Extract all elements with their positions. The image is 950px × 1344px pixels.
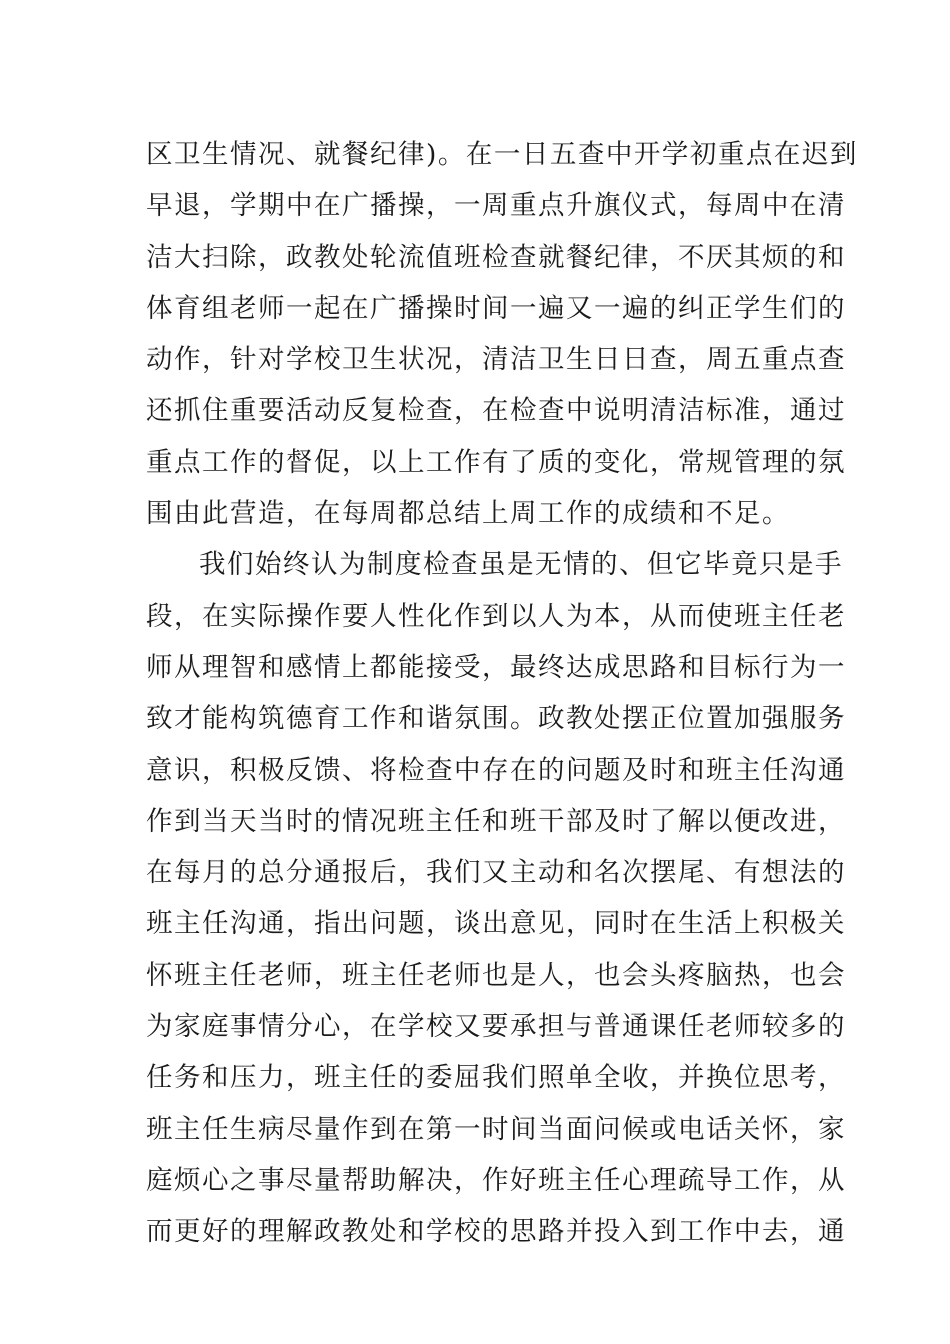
text-line: 重点工作的督促，以上工作有了质的变化，常规管理的氛: [146, 446, 846, 478]
text-line: 动作，针对学校卫生状况，清洁卫生日日查，周五重点查: [146, 344, 846, 376]
text-line: 区卫生情况、就餐纪律)。在一日五查中开学初重点在迟到: [146, 139, 858, 170]
paragraph-start-line: 我们始终认为制度检查虽是无情的、但它毕竟只是手: [199, 549, 843, 581]
text-line: 早退，学期中在广播操，一周重点升旗仪式，每周中在清: [146, 190, 846, 222]
text-line: 庭烦心之事尽量帮助解决，作好班主任心理疏导工作，从: [146, 1164, 846, 1196]
text-line: 洁大扫除，政教处轮流值班检查就餐纪律，不厌其烦的和: [146, 241, 846, 273]
text-line: 段，在实际操作要人性化作到以人为本，从而使班主任老: [146, 600, 846, 632]
text-line: 为家庭事情分心，在学校又要承担与普通课任老师较多的: [146, 1011, 846, 1043]
text-line: 班主任生病尽量作到在第一时间当面问候或电话关怀，家: [146, 1113, 846, 1145]
text-line: 怀班主任老师，班主任老师也是人，也会头疼脑热，也会: [146, 959, 846, 991]
text-line: 体育组老师一起在广播操时间一遍又一遍的纠正学生们的: [146, 292, 846, 324]
text-line: 师从理智和感情上都能接受，最终达成思路和目标行为一: [146, 651, 846, 683]
text-line: 致才能构筑德育工作和谐氛围。政教处摆正位置加强服务: [146, 703, 846, 735]
document-body: [146, 129, 858, 1258]
text-line: 围由此营造，在每周都总结上周工作的成绩和不足。: [146, 498, 790, 530]
text-line: 而更好的理解政教处和学校的思路并投入到工作中去，通: [146, 1216, 846, 1248]
text-line: 意识，积极反馈、将检查中存在的问题及时和班主任沟通: [146, 754, 846, 786]
text-line: 班主任沟通，指出问题，谈出意见，同时在生活上积极关: [146, 908, 846, 940]
text-line: 还抓住重要活动反复检查，在检查中说明清洁标准，通过: [146, 395, 846, 427]
text-line: 作到当天当时的情况班主任和班干部及时了解以便改进，: [146, 805, 846, 837]
text-line: 任务和压力，班主任的委屈我们照单全收，并换位思考，: [146, 1062, 846, 1094]
text-line: 在每月的总分通报后，我们又主动和名次摆尾、有想法的: [146, 857, 846, 889]
